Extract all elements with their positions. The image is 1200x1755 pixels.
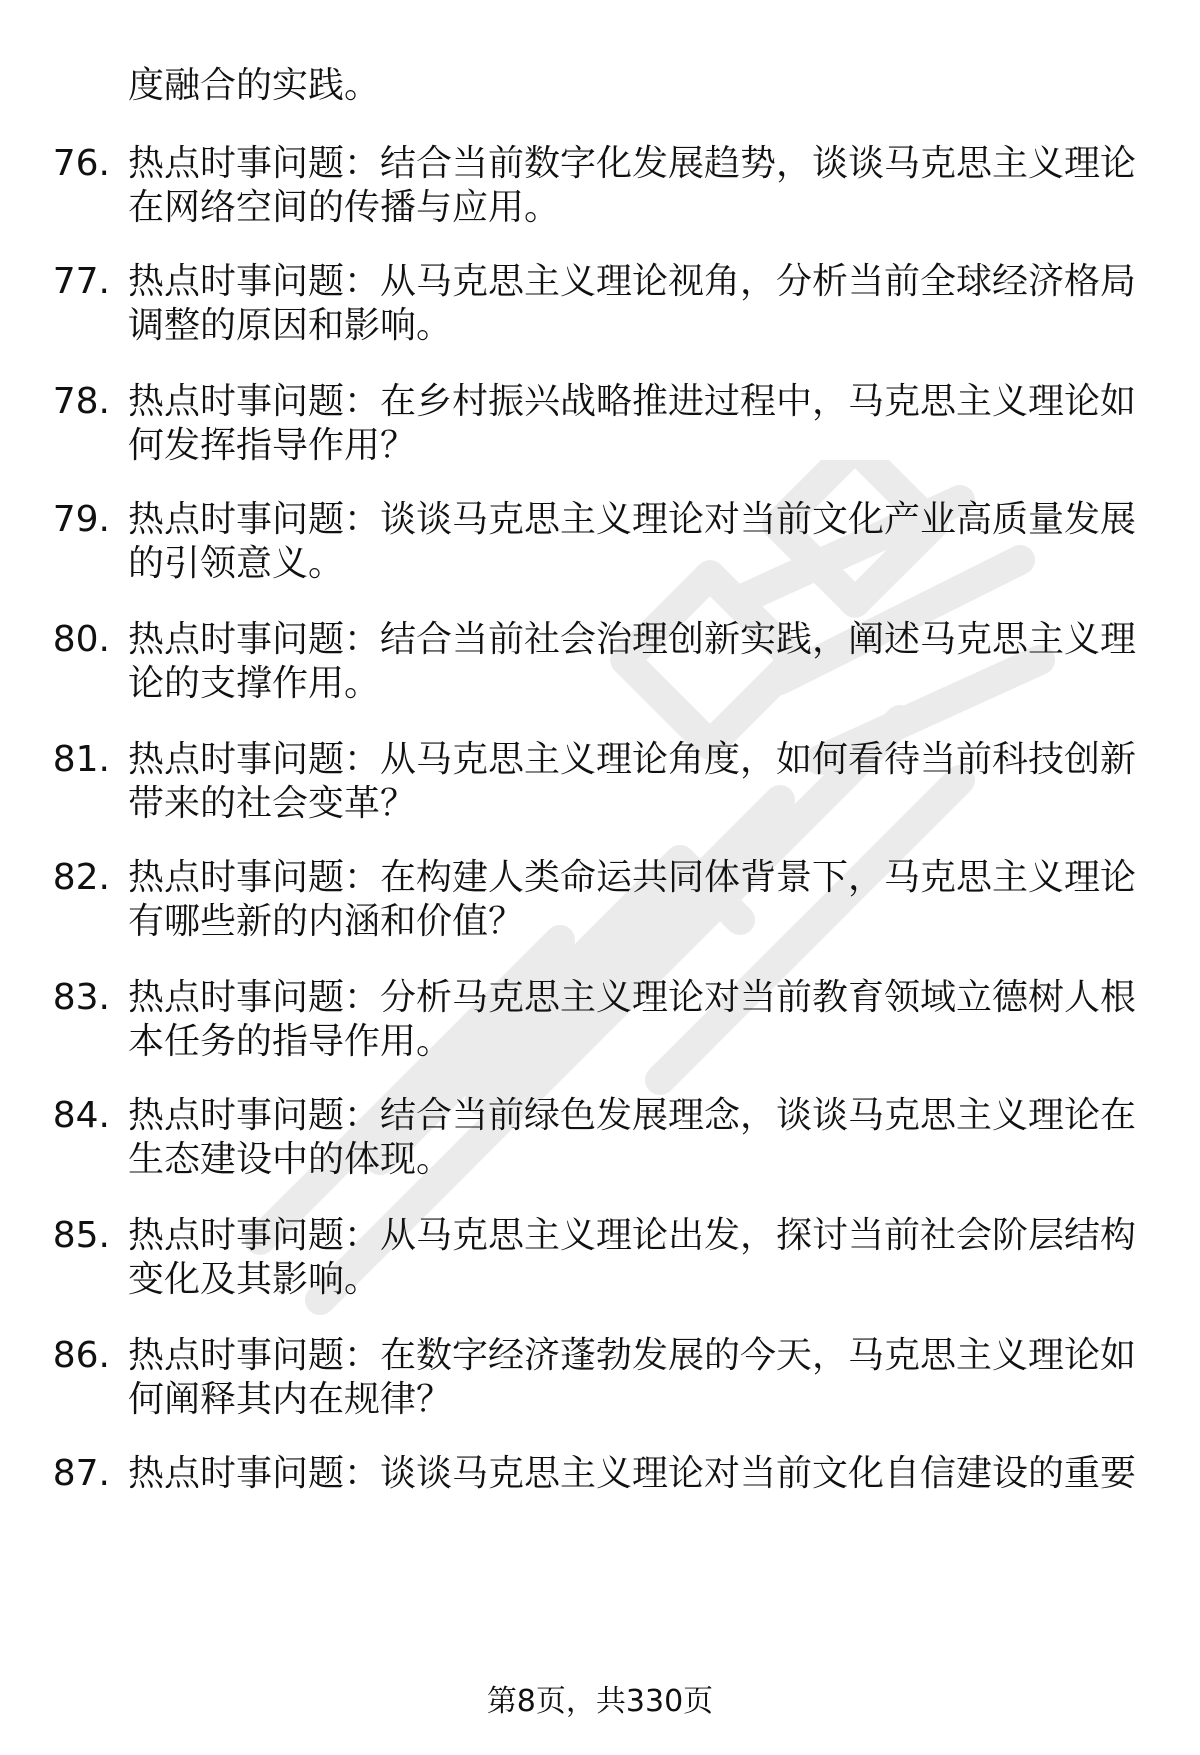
- question-text-line1: 热点时事问题：在乡村振兴战略推进过程中，马克思主义理论如: [128, 381, 1137, 422]
- question-text-line2: 的引领意义。: [128, 543, 345, 584]
- question-text-line2: 有哪些新的内涵和价值？: [128, 901, 525, 942]
- question-text-line1: 热点时事问题：结合当前绿色发展理念，谈谈马克思主义理论在: [128, 1095, 1137, 1136]
- question-number: 77.: [52, 261, 110, 302]
- question-text-line2: 在网络空间的传播与应用。: [128, 187, 561, 228]
- question-number: 76.: [52, 143, 110, 184]
- question-number: 87.: [52, 1453, 110, 1494]
- question-text-line2: 论的支撑作用。: [128, 663, 381, 704]
- question-number: 83.: [52, 977, 110, 1018]
- question-text-line2: 本任务的指导作用。: [128, 1021, 453, 1062]
- question-text-line1: 热点时事问题：从马克思主义理论角度，如何看待当前科技创新: [128, 739, 1137, 780]
- question-text-line1: 热点时事问题：从马克思主义理论视角，分析当前全球经济格局: [128, 261, 1137, 302]
- question-text-line1: 热点时事问题：从马克思主义理论出发，探讨当前社会阶层结构: [128, 1215, 1137, 1256]
- question-text-line2: 生态建设中的体现。: [128, 1139, 453, 1180]
- question-text-line1: 热点时事问题：在构建人类命运共同体背景下，马克思主义理论: [128, 857, 1137, 898]
- question-number: 85.: [52, 1215, 110, 1256]
- question-text-line1: 热点时事问题：结合当前数字化发展趋势，谈谈马克思主义理论: [128, 143, 1137, 184]
- previous-item-continuation: 度融合的实践。: [128, 65, 381, 106]
- page-footer: 第8页，共330页: [486, 1684, 714, 1719]
- question-text-line1: 热点时事问题：结合当前社会治理创新实践，阐述马克思主义理: [128, 619, 1137, 660]
- question-text-line2: 何发挥指导作用？: [128, 425, 417, 466]
- question-text-line1: 热点时事问题：分析马克思主义理论对当前教育领域立德树人根: [128, 977, 1137, 1018]
- question-text-line1: 热点时事问题：谈谈马克思主义理论对当前文化产业高质量发展: [128, 499, 1137, 540]
- question-number: 86.: [52, 1335, 110, 1376]
- question-number: 80.: [52, 619, 110, 660]
- question-text-line2: 何阐释其内在规律？: [128, 1379, 453, 1420]
- question-text-line2: 变化及其影响。: [128, 1259, 381, 1300]
- question-text-line2: 调整的原因和影响。: [128, 305, 453, 346]
- question-number: 81.: [52, 739, 110, 780]
- question-number: 79.: [52, 499, 110, 540]
- question-number: 82.: [52, 857, 110, 898]
- question-number: 84.: [52, 1095, 110, 1136]
- question-text-line2: 带来的社会变革？: [128, 783, 417, 824]
- question-number: 78.: [52, 381, 110, 422]
- question-text-line1: 热点时事问题：在数字经济蓬勃发展的今天，马克思主义理论如: [128, 1335, 1137, 1376]
- question-text-line1: 热点时事问题：谈谈马克思主义理论对当前文化自信建设的重要: [128, 1453, 1137, 1494]
